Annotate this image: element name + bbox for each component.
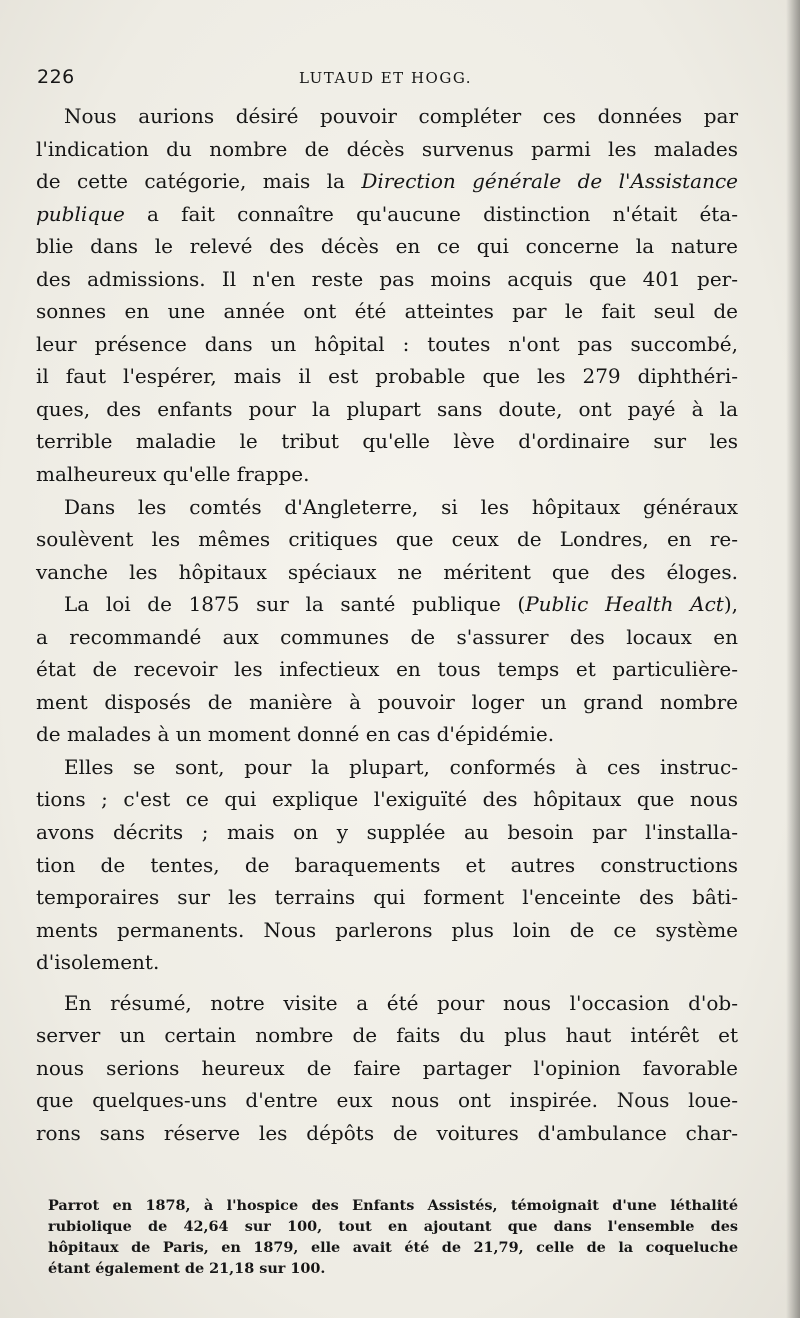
body-text [36, 100, 738, 1150]
running-head: LUTAUD ET HOGG. [299, 69, 473, 87]
page-header [37, 66, 737, 96]
text-line: de malades à un moment donné en cas d'épidémie. [36, 722, 555, 747]
text-line: il faut l'espérer, mais il est probable que les 279 diphthéri- [36, 364, 738, 389]
footnote-line: rubiolique de 42,64 sur 100, tout en ajoutant que dans l'ensemble des [48, 1218, 738, 1235]
text-line: rons sans réserve les dépôts de voitures d'ambulance char- [36, 1120, 738, 1145]
text-line: nous serions heureux de faire partager l'opinion favorable [36, 1055, 738, 1080]
text-line: En résumé, notre visite a été pour nous l'occasion d'ob- [64, 990, 738, 1015]
text-line: malheureux qu'elle frappe. [36, 462, 310, 487]
text-line: avons décrits ; mais on y supplée au besoin par l'installa- [36, 820, 738, 845]
text-line: tion de tentes, de baraquements et autres constructions [36, 852, 738, 877]
footnote-line: Parrot en 1878, à l'hospice des Enfants Assistés, témoignait d'une léthalité [48, 1197, 738, 1214]
text-line: tions ; c'est ce qui explique l'exiguïté des hôpitaux que nous [36, 787, 738, 812]
text-line: d'isolement. [36, 950, 160, 975]
text-line: Nous aurions désiré pouvoir compléter ces données par [64, 104, 738, 128]
text-line: soulèvent les mêmes critiques que ceux de Londres, en re- [36, 527, 738, 552]
footnote-line: hôpitaux de Paris, en 1879, elle avait été de 21,79, celle de la coqueluche [48, 1239, 738, 1256]
text-line: Dans les comtés d'Angleterre, si les hôpitaux généraux [64, 494, 738, 519]
text-line: ments permanents. Nous parlerons plus loin de ce système [36, 917, 738, 942]
text-line: vanche les hôpitaux spéciaux ne méritent que des éloges. [36, 559, 738, 584]
text-line: publique a fait connaître qu'aucune distinction n'était éta- [36, 201, 738, 226]
text-line: ment disposés de manière à pouvoir loger un grand nombre [36, 689, 738, 714]
text-line: de cette catégorie, mais la Direction générale de l'Assistance [36, 169, 739, 194]
text-line: blie dans le relevé des décès en ce qui concerne la nature [36, 234, 738, 259]
text-line: La loi de 1875 sur la santé publique (Public Health Act), [64, 592, 738, 617]
text-line: l'indication du nombre de décès survenus parmi les malades [36, 136, 738, 161]
page-number: 226 [37, 66, 75, 88]
text-line: sonnes en une année ont été atteintes par le fait seul de [36, 299, 738, 324]
text-line: que quelques-uns d'entre eux nous ont inspirée. Nous loue- [36, 1088, 738, 1113]
text-line: Elles se sont, pour la plupart, conformés à ces instruc- [64, 754, 738, 779]
text-line: ques, des enfants pour la plupart sans doute, ont payé à la [36, 396, 738, 421]
text-line: a recommandé aux communes de s'assurer des locaux en [36, 624, 738, 649]
footnote [48, 1195, 738, 1279]
text-line: des admissions. Il n'en reste pas moins acquis que 401 per- [36, 266, 738, 291]
text-line: temporaires sur les terrains qui forment l'enceinte des bâti- [36, 885, 738, 910]
text-line: leur présence dans un hôpital : toutes n'ont pas succombé, [36, 331, 738, 356]
text-line: terrible maladie le tribut qu'elle lève d'ordinaire sur les [36, 429, 738, 454]
page-edge-shadow [786, 0, 800, 1318]
text-line: server un certain nombre de faits du plus haut intérêt et [36, 1023, 738, 1048]
text-line: état de recevoir les infectieux en tous temps et particulière- [36, 657, 738, 682]
footnote-line: étant également de 21,18 sur 100. [48, 1260, 326, 1277]
